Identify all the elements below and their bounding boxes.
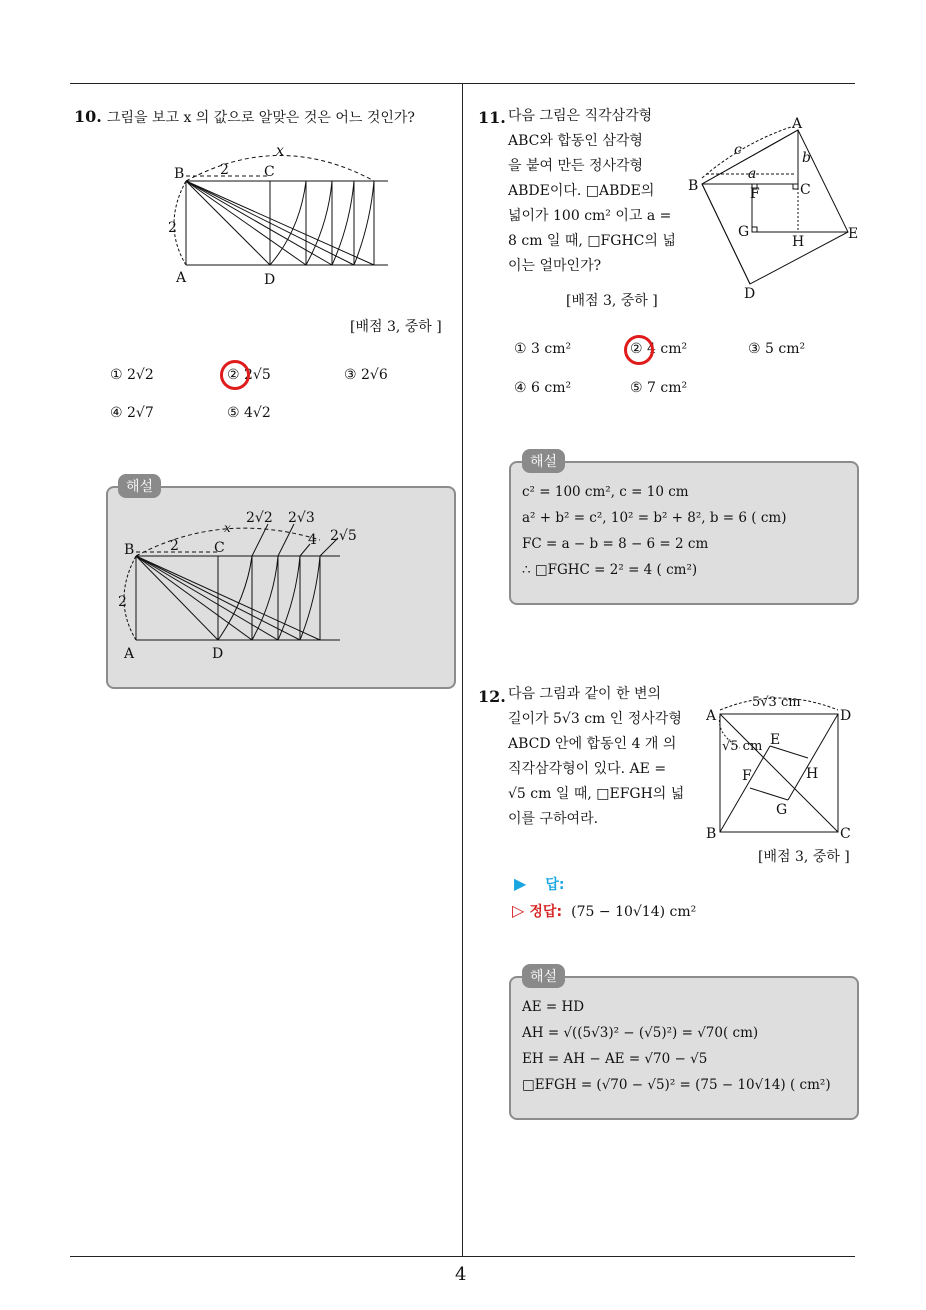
q10-sol-label-2r2: 2√2 (246, 510, 273, 526)
q10-sol-label-A: A (124, 646, 135, 662)
answer-arrow-icon: ▶ (514, 874, 527, 893)
q10-choice-1[interactable]: ① 2√2 (110, 367, 154, 383)
q10-choice-5[interactable]: ⑤ 4√2 (227, 405, 271, 421)
q12-correct-value: (75 − 10√14) cm² (571, 904, 697, 920)
q12-number: 12. (478, 687, 506, 706)
q11-choice-5[interactable]: ⑤ 7 cm² (630, 380, 688, 396)
q11-label-B: B (688, 178, 699, 194)
q12-label-top: 5√3 cm (752, 695, 801, 710)
q11-figure (684, 112, 864, 302)
correct-arrow-icon: ▷ (512, 901, 525, 920)
q11-sol-line-1: c² = 100 cm², c = 10 cm (522, 484, 689, 500)
q12-figure (700, 686, 865, 846)
q11-label-F: F (750, 186, 760, 202)
q12-line-2: 길이가 5√3 cm 인 정사각형 (508, 711, 682, 727)
q12-line-4: 직각삼각형이 있다. AE = (508, 761, 667, 777)
q11-score: [배점 3, 중하 ] (566, 293, 658, 309)
q11-choice-1[interactable]: ① 3 cm² (514, 341, 572, 357)
q11-choice-2[interactable]: ② 4 cm² (630, 341, 688, 357)
q10-label-B: B (174, 166, 185, 182)
q10-number: 10. (74, 107, 102, 126)
bottom-rule (70, 1256, 855, 1257)
q10-sol-label-2-left: 2 (118, 594, 127, 610)
q10-score: [배점 3, 중하 ] (350, 319, 442, 335)
q12-correct-row (512, 901, 696, 921)
q12-label-left: √5 cm (722, 739, 763, 754)
q11-line-1: 다음 그림은 직각삼각형 (508, 108, 653, 124)
q11-sol-line-2: a² + b² = c², 10² = b² + 8², b = 6 ( cm) (522, 510, 787, 526)
q11-label-A: A (792, 116, 803, 132)
q10-choice-2[interactable]: ② 2√5 (227, 367, 271, 383)
q10-text: 그림을 보고 x 의 값으로 알맞은 것은 어느 것인가? (106, 110, 415, 126)
q11-label-a: a (748, 166, 757, 182)
q10-sol-label-2r3: 2√3 (288, 510, 315, 526)
q11-line-7: 이는 얼마인가? (508, 258, 602, 274)
q10-choice-3[interactable]: ③ 2√6 (344, 367, 388, 383)
q10-sol-label-B: B (124, 542, 135, 558)
q11-label-D: D (744, 286, 756, 302)
q10-sol-label-4: 4 (308, 532, 317, 548)
q10-choice-4[interactable]: ④ 2√7 (110, 405, 154, 421)
q11-choice-4[interactable]: ④ 6 cm² (514, 380, 572, 396)
q11-label-C: C (800, 182, 811, 198)
q11-label-c: c (734, 142, 742, 158)
q12-text (508, 682, 698, 832)
q12-label-B: B (706, 826, 717, 842)
q10-solution-figure (112, 500, 372, 670)
q11-label-G: G (738, 224, 750, 240)
q11-line-3: 을 붙여 만든 정사각형 (508, 158, 644, 174)
q11-label-H: H (792, 234, 805, 250)
q12-line-6: 이를 구하여라. (508, 811, 599, 827)
q12-label-G: G (776, 802, 788, 818)
q10-sol-label-2-top: 2 (170, 538, 179, 554)
q12-line-5: √5 cm 일 때, □EFGH의 넓 (508, 786, 685, 802)
q11-line-4: ABDE이다. □ABDE의 (508, 183, 655, 199)
q11-sol-line-4: ∴ □FGHC = 2² = 4 ( cm²) (522, 562, 698, 578)
q11-solution (522, 479, 786, 583)
q11-number: 11. (478, 108, 506, 127)
q10-label-x: x (276, 143, 284, 159)
q12-solution (522, 994, 831, 1098)
q11-label-b: b (802, 150, 811, 166)
q10-sol-label-D: D (212, 646, 224, 662)
q11-solution-tag: 해설 (522, 449, 565, 473)
page-number: 4 (455, 1264, 467, 1285)
q10-sol-label-C: C (214, 540, 225, 556)
q12-label-F: F (742, 768, 752, 784)
question-10 (74, 106, 415, 131)
q12-answer-row (514, 874, 565, 894)
q12-sol-line-1: AE = HD (522, 999, 585, 1015)
q10-label-A: A (176, 270, 187, 286)
q12-label-D: D (840, 708, 852, 724)
q12-score: [배점 3, 중하 ] (758, 849, 850, 865)
q12-label-E: E (770, 732, 781, 748)
q11-line-6: 8 cm 일 때, □FGHC의 넓 (508, 233, 676, 249)
q11-choice-3[interactable]: ③ 5 cm² (748, 341, 806, 357)
q10-sol-label-x: x (224, 521, 231, 535)
q12-solution-tag: 해설 (522, 964, 565, 988)
q10-solution-tag: 해설 (118, 474, 161, 498)
q12-line-3: ABCD 안에 합동인 4 개 의 (508, 736, 677, 752)
q10-label-C: C (264, 164, 275, 180)
q12-correct-label: 정답: (529, 904, 563, 920)
q12-line-1: 다음 그림과 같이 한 변의 (508, 686, 662, 702)
q12-sol-line-2: AH = √((5√3)² − (√5)²) = √70( cm) (522, 1025, 759, 1041)
q10-label-D: D (264, 272, 276, 288)
q12-label-A: A (706, 708, 717, 724)
q11-line-2: ABC와 합동인 삼각형 (508, 133, 643, 149)
q11-text (508, 104, 678, 279)
q10-label-2-top: 2 (220, 162, 229, 178)
q11-sol-line-3: FC = a − b = 8 − 6 = 2 cm (522, 536, 709, 552)
q12-answer-label: 답: (545, 877, 565, 893)
q10-selected-mark (220, 360, 250, 390)
q11-label-E: E (848, 226, 859, 242)
q12-label-H: H (806, 766, 819, 782)
q11-line-5: 넓이가 100 cm² 이고 a = (508, 208, 672, 224)
column-divider (462, 84, 463, 1256)
q11-selected-mark (624, 335, 654, 365)
q10-sol-label-2r5: 2√5 (330, 528, 357, 544)
q12-sol-line-4: □EFGH = (√70 − √5)² = (75 − 10√14) ( cm²) (522, 1077, 831, 1093)
q10-label-2-left: 2 (168, 220, 177, 236)
q12-sol-line-3: EH = AH − AE = √70 − √5 (522, 1051, 708, 1067)
q12-label-C: C (840, 826, 851, 842)
q10-figure (160, 140, 400, 290)
